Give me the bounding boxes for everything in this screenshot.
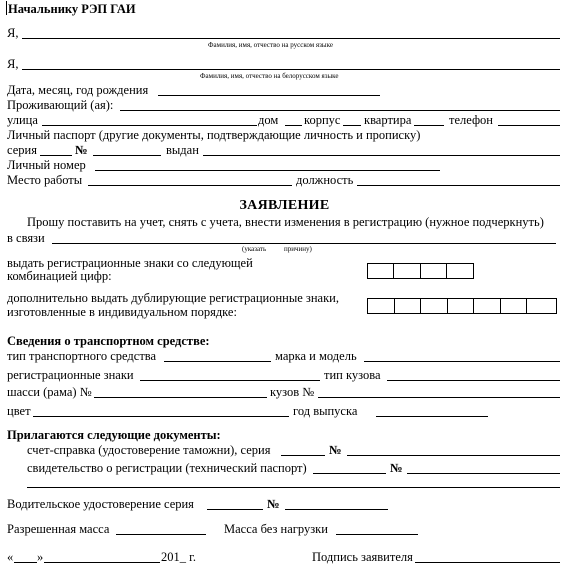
plate-digits-boxes[interactable]	[367, 263, 474, 279]
digit-box[interactable]	[395, 299, 422, 313]
korpus-label: корпус	[304, 113, 341, 127]
license-label: Водительское удостоверение серия	[7, 497, 194, 511]
digit-box[interactable]	[368, 299, 395, 313]
date-open-quote: «	[7, 550, 14, 564]
chassis-label: шасси (рама) №	[7, 385, 92, 399]
series-label: серия	[7, 143, 37, 157]
digit-box[interactable]	[527, 299, 554, 313]
passport-series-field[interactable]	[40, 155, 72, 156]
digit-box[interactable]	[421, 299, 448, 313]
date-year: 201_ г.	[161, 550, 196, 564]
invoice-number-sign: №	[329, 443, 342, 457]
apartment-field[interactable]	[414, 125, 444, 126]
color-field[interactable]	[33, 416, 289, 417]
ya-label-by: Я,	[7, 57, 19, 71]
street-label: улица	[7, 113, 38, 127]
apartment-label: квартира	[364, 113, 412, 127]
street-field[interactable]	[42, 125, 257, 126]
in-connection-label: в связи	[7, 231, 45, 245]
house-label: дом	[258, 113, 279, 127]
duplicate-plates-line2: изготовленные в индивидуальном порядке:	[7, 305, 237, 319]
house-field[interactable]	[285, 125, 302, 126]
body-number-label: кузов №	[270, 385, 315, 399]
body-number-field[interactable]	[318, 397, 560, 398]
birth-date-field[interactable]	[158, 95, 380, 96]
passport-label: Личный паспорт (другие документы, подтверждающие личность и прописку)	[7, 128, 421, 142]
vehicle-type-field[interactable]	[164, 361, 271, 362]
fio-by-field[interactable]	[22, 69, 560, 70]
birth-date-label: Дата, месяц, год рождения	[7, 83, 149, 97]
certificate-number-field[interactable]	[407, 473, 560, 474]
date-month-field[interactable]	[44, 562, 160, 563]
issue-plates-line2: комбинацией цифр:	[7, 269, 112, 283]
caption-reason-a: (указать	[242, 245, 267, 253]
text-cursor	[6, 1, 7, 15]
addressee: Начальнику РЭП ГАИ	[8, 2, 136, 16]
unladen-mass-field[interactable]	[336, 534, 418, 535]
invoice-label: счет-справка (удостоверение таможни), серия	[27, 443, 271, 457]
license-number-sign: №	[267, 497, 280, 511]
ya-label-ru: Я,	[7, 26, 19, 40]
caption-reason-b: причину)	[284, 245, 312, 253]
permitted-mass-label: Разрешенная масса	[7, 522, 110, 536]
personal-number-field[interactable]	[95, 170, 440, 171]
plates-field[interactable]	[140, 380, 320, 381]
date-day-field[interactable]	[14, 562, 37, 563]
license-number-field[interactable]	[285, 509, 388, 510]
workplace-label: Место работы	[7, 173, 83, 187]
digit-box[interactable]	[501, 299, 528, 313]
fio-ru-field[interactable]	[22, 38, 560, 39]
position-label: должность	[296, 173, 354, 187]
color-label: цвет	[7, 404, 31, 418]
vehicle-type-label: тип транспортного средства	[7, 349, 157, 363]
chassis-field[interactable]	[94, 397, 267, 398]
signature-field[interactable]	[415, 562, 560, 563]
digit-box[interactable]	[368, 264, 394, 278]
residing-label: Проживающий (ая):	[7, 98, 114, 112]
plates-label: регистрационные знаки	[7, 368, 134, 382]
digit-box[interactable]	[421, 264, 447, 278]
documents-heading: Прилагаются следующие документы:	[7, 428, 221, 442]
caption-fio-ru: Фамилия, имя, отчество на русском языке	[208, 41, 333, 49]
duplicate-plates-line1: дополнительно выдать дублирующие регистрационные знаки,	[7, 291, 339, 305]
phone-label: телефон	[449, 113, 493, 127]
digit-box[interactable]	[447, 264, 473, 278]
invoice-series-field[interactable]	[281, 455, 325, 456]
license-series-field[interactable]	[207, 509, 263, 510]
year-field[interactable]	[376, 416, 488, 417]
digit-box[interactable]	[448, 299, 475, 313]
certificate-label: свидетельство о регистрации (технический паспорт)	[27, 461, 307, 475]
permitted-mass-field[interactable]	[116, 534, 206, 535]
unladen-mass-label: Масса без нагрузки	[224, 522, 328, 536]
body-type-label: тип кузова	[324, 368, 381, 382]
vehicle-heading: Сведения о транспортном средстве:	[7, 334, 210, 348]
phone-field[interactable]	[498, 125, 560, 126]
caption-fio-by: Фамилия, имя, отчество на белорусском языке	[200, 72, 339, 80]
workplace-field[interactable]	[88, 185, 292, 186]
documents-extra-field[interactable]	[27, 487, 560, 488]
duplicate-digits-boxes[interactable]	[367, 298, 557, 314]
date-close-quote: »	[37, 550, 44, 564]
digit-box[interactable]	[474, 299, 501, 313]
make-model-field[interactable]	[364, 361, 560, 362]
reason-field[interactable]	[52, 243, 556, 244]
statement-title: ЗАЯВЛЕНИЕ	[239, 198, 330, 213]
digit-box[interactable]	[394, 264, 420, 278]
residing-field[interactable]	[120, 110, 560, 111]
passport-number-field[interactable]	[93, 155, 161, 156]
certificate-number-sign: №	[390, 461, 403, 475]
position-field[interactable]	[357, 185, 560, 186]
certificate-series-field[interactable]	[313, 473, 386, 474]
passport-issued-field[interactable]	[203, 155, 560, 156]
signature-label: Подпись заявителя	[312, 550, 413, 564]
issue-plates-line1: выдать регистрационные знаки со следующей	[7, 256, 253, 270]
body-type-field[interactable]	[387, 380, 560, 381]
korpus-field[interactable]	[343, 125, 361, 126]
personal-number-label: Личный номер	[7, 158, 86, 172]
statement-text: Прошу поставить на учет, снять с учета, внести изменения в регистрацию (нужное подчеркнуть)	[27, 215, 544, 229]
passport-number-sign: №	[75, 143, 88, 157]
invoice-number-field[interactable]	[347, 455, 560, 456]
year-label: год выпуска	[293, 404, 358, 418]
make-model-label: марка и модель	[275, 349, 357, 363]
issued-label: выдан	[166, 143, 199, 157]
